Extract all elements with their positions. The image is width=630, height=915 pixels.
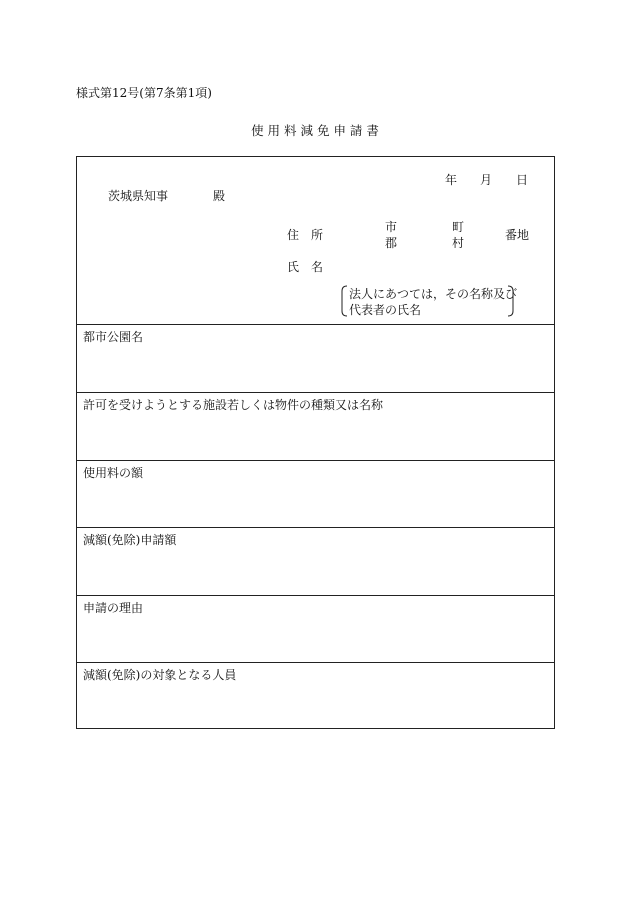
row-usage-fee <box>77 461 554 528</box>
address-town-label: 町 <box>452 220 465 234</box>
row-facility-type <box>77 393 554 461</box>
row-application-reason <box>77 596 554 663</box>
corporation-note-line2: 代表者の氏名 <box>349 303 422 317</box>
addressee-name: 茨城県知事 <box>108 189 169 203</box>
corporation-note-line1: 法人にあつては，その名称及び <box>349 287 518 301</box>
row-label: 都市公園名 <box>83 330 144 344</box>
corporation-note-bracket <box>341 285 518 317</box>
applicant-name-label: 氏 名 <box>287 260 324 274</box>
row-label: 使用料の額 <box>83 466 144 480</box>
corporation-note <box>349 286 517 318</box>
row-label: 許可を受けようとする施設若しくは物件の種類又は名称 <box>83 398 384 412</box>
address-label: 住 所 <box>287 228 324 242</box>
date-month-label: 月 <box>480 173 493 187</box>
date-day-label: 日 <box>516 173 529 187</box>
applicant-header-section <box>77 157 554 325</box>
addressee-honorific: 殿 <box>213 189 226 203</box>
address-city-label: 市 <box>385 220 398 234</box>
row-label: 申請の理由 <box>83 601 144 615</box>
form-number: 様式第12号(第7条第1項) <box>76 86 212 100</box>
date-year-label: 年 <box>445 173 458 187</box>
address-village-label: 村 <box>452 236 465 250</box>
row-target-persons <box>77 663 554 728</box>
application-form <box>76 156 555 729</box>
row-label: 減額(免除)の対象となる人員 <box>83 668 237 682</box>
row-label: 減額(免除)申請額 <box>83 533 177 547</box>
row-park-name <box>77 325 554 393</box>
document-title: 使 用 料 減 免 申 請 書 <box>251 123 379 138</box>
row-reduction-amount <box>77 528 554 596</box>
address-district-label: 郡 <box>385 236 398 250</box>
address-banchi-label: 番地 <box>505 228 530 242</box>
